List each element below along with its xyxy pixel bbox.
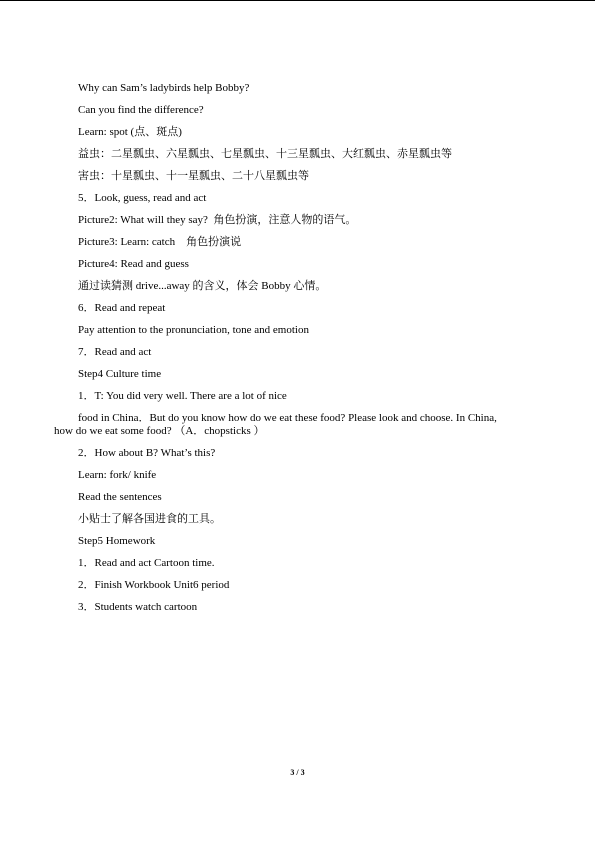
text-line: how do we eat some food? （A．chopsticks ） (54, 425, 265, 437)
text-line: 害虫：十星瓢虫、十一星瓢虫、二十八星瓢虫等 (78, 170, 309, 182)
text-line: Picture2: What will they say? 角色扮演，注意人物的语气。 (78, 214, 357, 226)
text-line: Step5 Homework (78, 535, 156, 547)
text-line: 3．Students watch cartoon (78, 601, 198, 613)
text-line: 1．T: You did very well. There are a lot of nice (78, 390, 287, 402)
text-line: 5．Look, guess, read and act (78, 192, 207, 204)
text-line: Picture4: Read and guess (78, 258, 189, 270)
text-line: 益虫：二星瓢虫、六星瓢虫、七星瓢虫、十三星瓢虫、大红瓢虫、赤星瓢虫等 (78, 148, 452, 160)
top-border-line (0, 0, 595, 1)
document-body (54, 80, 542, 613)
text-line: Can you find the difference? (78, 104, 204, 116)
text-line: 6．Read and repeat (78, 302, 166, 314)
text-line: food in China．But do you know how do we eat these food? Please look and choose. In China, (78, 412, 497, 424)
text-line: 小贴士了解各国进食的工具。 (78, 513, 221, 525)
text-line: Picture3: Learn: catch 角色扮演说 (78, 236, 242, 248)
text-line: 通过读猜测 drive...away 的含义，体会 Bobby 心情。 (78, 280, 327, 292)
text-line: 7．Read and act (78, 346, 152, 358)
text-line: Read the sentences (78, 491, 162, 503)
text-line: Pay attention to the pronunciation, tone and emotion (78, 324, 309, 336)
page-number: 3 / 3 (290, 768, 305, 777)
text-line: 1．Read and act Cartoon time. (78, 557, 215, 569)
text-line: Learn: fork/ knife (78, 469, 157, 481)
text-line: Step4 Culture time (78, 368, 162, 380)
text-line: Why can Sam’s ladybirds help Bobby? (78, 82, 250, 94)
text-line: 2．Finish Workbook Unit6 period (78, 579, 230, 591)
text-line: 2．How about B? What’s this? (78, 447, 216, 459)
text-line: Learn: spot (点、斑点) (78, 126, 182, 138)
